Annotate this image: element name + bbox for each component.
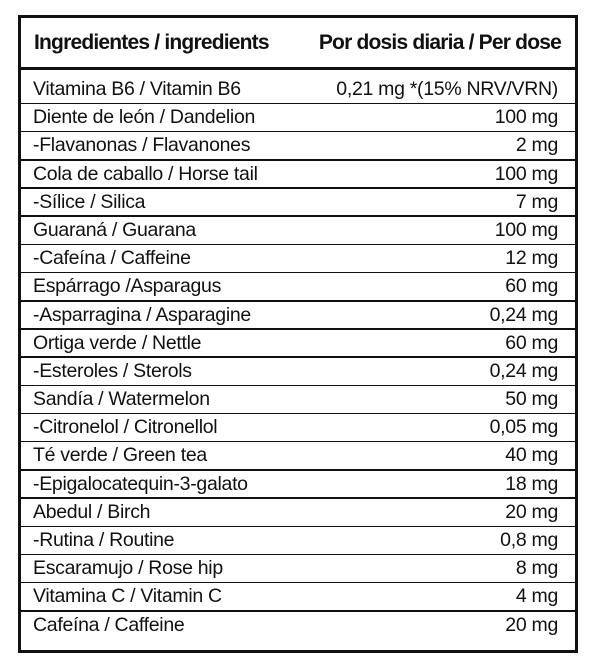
table-row — [21, 612, 575, 640]
table-row — [21, 161, 575, 189]
dose-value: 60 mg — [505, 331, 558, 354]
ingredient-column-header: Ingredientes / ingredients — [34, 31, 269, 54]
dose-value: 8 mg — [515, 557, 558, 580]
nutrition-table — [18, 15, 578, 653]
table-row — [21, 330, 575, 358]
ingredient-name: Sandía / Watermelon — [33, 388, 210, 411]
table-row — [21, 358, 575, 386]
ingredient-name: -Esteroles / Sterols — [33, 359, 192, 382]
dose-value: 60 mg — [505, 275, 558, 298]
table-body — [21, 76, 575, 640]
dose-value: 18 mg — [505, 472, 558, 495]
dose-value: 100 mg — [494, 162, 558, 185]
dose-value: 12 mg — [505, 247, 558, 270]
table-row — [21, 104, 575, 132]
dose-value: 2 mg — [515, 134, 558, 157]
table-row — [21, 414, 575, 442]
ingredient-name: Vitamina C / Vitamin C — [33, 585, 222, 608]
table-row — [21, 499, 575, 527]
dose-value: 0,24 mg — [489, 303, 558, 326]
dose-value: 0,8 mg — [500, 529, 558, 551]
ingredient-name: Abedul / Birch — [33, 500, 151, 523]
ingredient-name: -Flavanonas / Flavanones — [33, 134, 251, 157]
dose-value: 20 mg — [505, 500, 558, 523]
table-row — [21, 273, 575, 301]
table-row — [21, 442, 575, 470]
ingredient-name: Cola de caballo / Horse tail — [33, 162, 258, 185]
dose-value: 100 mg — [494, 218, 558, 241]
table-row — [21, 189, 575, 217]
table-row — [21, 76, 575, 104]
table-row — [21, 386, 575, 414]
dose-value: 40 mg — [505, 444, 558, 467]
dose-value: 0,21 mg *(15% NRV/VRN) — [336, 78, 558, 100]
ingredient-name: Espárrago /Asparagus — [33, 275, 222, 298]
ingredient-name: -Sílice / Silica — [33, 190, 146, 213]
ingredient-name: Cafeína / Caffeine — [33, 613, 185, 636]
table-row — [21, 302, 575, 330]
ingredient-name: Escaramujo / Rose hip — [33, 557, 223, 580]
ingredient-name: Diente de león / Dandelion — [33, 106, 256, 129]
table-row — [21, 583, 575, 611]
ingredient-name: -Citronelol / Citronellol — [33, 416, 218, 439]
table-row — [21, 132, 575, 160]
ingredient-name: Té verde / Green tea — [33, 444, 207, 467]
ingredient-name: -Cafeína / Caffeine — [33, 247, 191, 270]
dose-value: 7 mg — [515, 190, 558, 213]
table-row — [21, 527, 575, 555]
ingredient-name: Vitamina B6 / Vitamin B6 — [33, 78, 241, 100]
ingredient-name: -Asparragina / Asparagine — [33, 303, 251, 326]
dose-column-header: Por dosis diaria / Per dose — [318, 31, 561, 54]
dose-value: 50 mg — [505, 388, 558, 411]
table-row — [21, 217, 575, 245]
table-row — [21, 471, 575, 499]
dose-value: 0,05 mg — [489, 416, 558, 439]
ingredient-name: -Rutina / Routine — [33, 529, 175, 551]
dose-value: 4 mg — [515, 585, 558, 608]
table-header — [21, 18, 575, 70]
ingredient-name: Ortiga verde / Nettle — [33, 331, 202, 354]
ingredient-name: Guaraná / Guarana — [33, 218, 196, 241]
table-row — [21, 555, 575, 583]
dose-value: 100 mg — [494, 106, 558, 129]
ingredient-name: -Epigalocatequin-3-galato — [33, 472, 248, 495]
dose-value: 20 mg — [505, 613, 558, 636]
table-row — [21, 245, 575, 273]
dose-value: 0,24 mg — [489, 359, 558, 382]
